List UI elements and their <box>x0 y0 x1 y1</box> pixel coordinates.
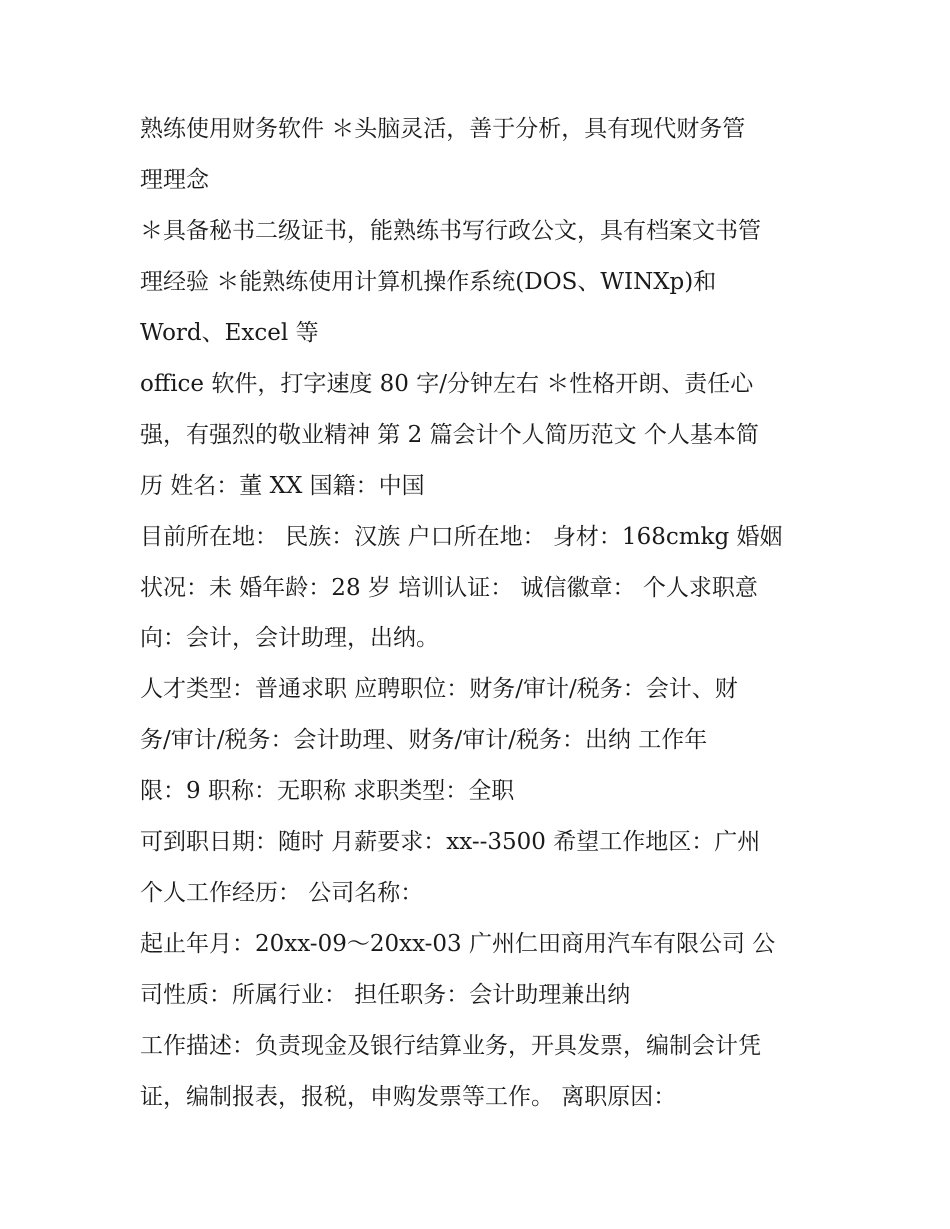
text-line: 司性质：所属行业： 担任职务：会计助理兼出纳 <box>140 982 631 1008</box>
text-line: 可到职日期：随时 月薪要求：xx--3500 希望工作地区：广州 <box>140 829 761 855</box>
text-line: ＊具备秘书二级证书，能熟练书写行政公文，具有档案文书管 <box>140 218 761 244</box>
text-line: 历 姓名：董 XX 国籍：中国 <box>140 473 425 499</box>
text-line: office 软件，打字速度 80 字/分钟左右 ＊性格开朗、责任心 <box>140 371 754 397</box>
text-line: 状况：未 婚年龄：28 岁 培训认证： 诚信徽章： 个人求职意 <box>140 575 758 601</box>
text-line: 人才类型：普通求职 应聘职位：财务/审计/税务：会计、财 <box>140 676 738 702</box>
text-line: 证，编制报表，报税，申购发票等工作。 离职原因： <box>140 1084 677 1110</box>
text-line: 限：9 职称：无职称 求职类型：全职 <box>140 778 515 804</box>
text-line: 向：会计，会计助理，出纳。 <box>140 625 439 651</box>
text-line: 工作描述：负责现金及银行结算业务，开具发票，编制会计凭 <box>140 1033 761 1059</box>
text-line: 强，有强烈的敬业精神 第 2 篇会计个人简历范文 个人基本简 <box>140 422 759 448</box>
text-line: 理经验 ＊能熟练使用计算机操作系统(DOS、WINXp)和 <box>140 269 717 295</box>
text-line: 理理念 <box>140 167 209 193</box>
text-line: 起止年月：20xx-09～20xx-03 广州仁田商用汽车有限公司 公 <box>140 931 776 957</box>
text-line: 熟练使用财务软件 ＊头脑灵活，善于分析，具有现代财务管 <box>140 116 746 142</box>
text-line: 务/审计/税务：会计助理、财务/审计/税务：出纳 工作年 <box>140 727 708 753</box>
text-line: 个人工作经历： 公司名称： <box>140 880 424 906</box>
text-line: 目前所在地： 民族：汉族 户口所在地： 身材：168cmkg 婚姻 <box>140 524 783 550</box>
text-line: Word、Excel 等 <box>140 320 319 346</box>
